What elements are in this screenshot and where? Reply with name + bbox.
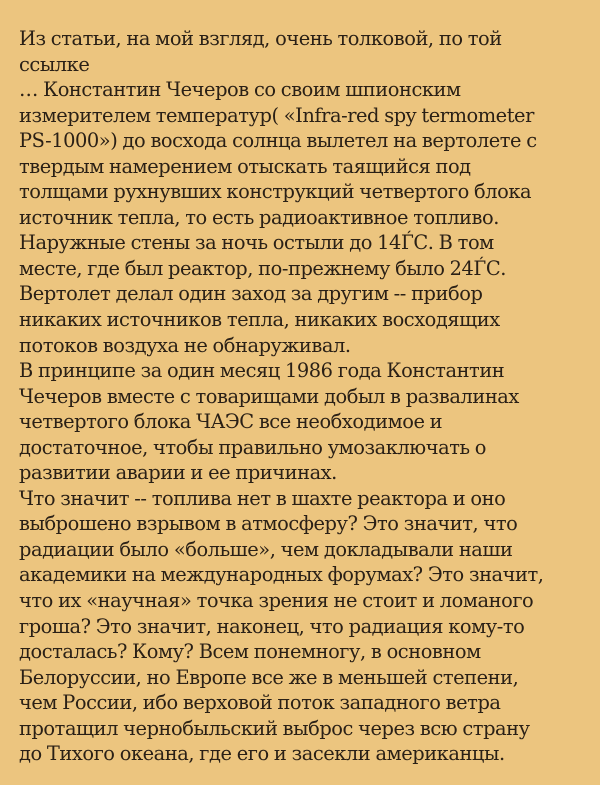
text-line: академики на международных форумах? Это значит, [19, 563, 544, 587]
text-line: достаточное, чтобы правильно умозаключать о [19, 435, 487, 459]
text-line: … Константин Чечеров со своим шпионским [19, 78, 461, 102]
text-line: Чечеров вместе с товарищами добыл в развалинах [19, 384, 519, 408]
text-line: радиации было «больше», чем докладывали наши [19, 537, 513, 561]
text-line: источник тепла, то есть радиоактивное топливо. [19, 205, 499, 229]
text-line: PS-1000») до восхода солнца вылетел на вертолете с [19, 129, 537, 153]
text-line: Наружные стены за ночь остыли до 14ЃС. В том [19, 231, 494, 255]
text-line: Из статьи, на мой взгляд, очень толковой, по той [19, 27, 502, 50]
text-line: до Тихого океана, где его и засекли американцы. [19, 742, 505, 766]
article-text [19, 26, 586, 767]
text-line: измерителем температур( «Infra-red spy termometer [19, 103, 534, 127]
text-line: четвертого блока ЧАЭС все необходимое и [19, 410, 443, 434]
text-line: Вертолет делал один заход за другим -- прибор [19, 282, 483, 306]
text-line: выброшено взрывом в атмосферу? Это значит, что [19, 512, 518, 536]
text-line: В принципе за один месяц 1986 года Константин [19, 359, 505, 383]
text-line: месте, где был реактор, по-прежнему было 24ЃС. [19, 256, 506, 280]
text-line: никаких источников тепла, никаких восходящих [19, 308, 500, 332]
text-line: чем России, ибо верховой поток западного ветра [19, 691, 501, 715]
text-line: что их «научная» точка зрения не стоит и ломаного [19, 589, 534, 613]
text-line: гроша? Это значит, наконец, что радиация кому-то [19, 614, 525, 638]
text-line: развитии аварии и ее причинах. [19, 461, 337, 485]
text-line: ссылке [19, 52, 90, 76]
text-line: потоков воздуха не обнаруживал. [19, 333, 351, 357]
text-line: толщами рухнувших конструкций четвертого блока [19, 180, 532, 204]
text-line: Что значит -- топлива нет в шахте реактора и оно [19, 486, 506, 510]
text-line: досталась? Кому? Всем понемногу, в основном [19, 640, 481, 664]
text-line: протащил чернобыльский выброс через всю страну [19, 716, 530, 740]
text-line: твердым намерением отыскать таящийся под [19, 154, 471, 178]
text-line: Белоруссии, но Европе все же в меньшей степени, [19, 665, 519, 689]
